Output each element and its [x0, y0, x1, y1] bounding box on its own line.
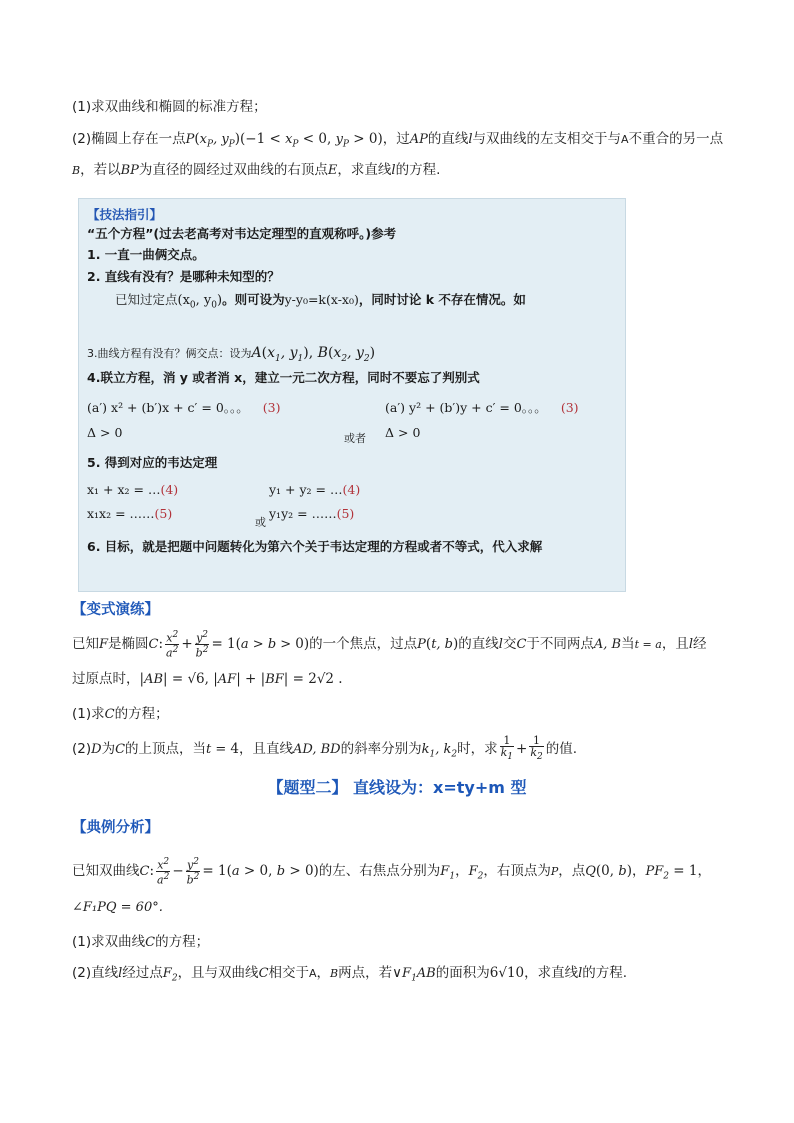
- example-line-1: 已知双曲线C: $\frac{x^2}{a^2}$ − $\frac{y^2}{b^2}$ = 1(a > 0, b > 0)的左、右焦点分别为$F_1$，$F_2$，右顶点为P，点Q(0, b)，$PF_2 = 1$，: [72, 857, 711, 887]
- question-2-line-1: (2)椭圆上存在一点$P(x_P$, $y_P)(-1 < x_P < 0$, $y_P > 0$)，过AP的直线l与双曲线的左支相交于与A不重合的另一点: [72, 131, 724, 150]
- practice-question-1: (1)求C的方程；: [72, 706, 169, 722]
- question-1: (1)求双曲线和椭圆的标准方程；: [72, 99, 267, 115]
- step-4: 4.联立方程，消 y 或者消 x，建立一元二次方程，同时不要忘了判别式: [87, 370, 480, 385]
- type-2-title: 【题型二】 直线设为：x=ty+m 型: [267, 778, 527, 797]
- step-3: 3.曲线方程有没有？俩交点：设为$A(x_1$, $y_1$), $B(x_2$, $y_2$): [87, 345, 376, 364]
- discriminant-x: Δ > 0: [87, 425, 123, 440]
- step-2: 2. 直线有没有？是哪种未知型的？: [87, 269, 280, 284]
- vieta-product-x: x₁x₂ = ……(5): [87, 506, 173, 521]
- step-6: 6. 目标，就是把题中问题转化为第六个关于韦达定理的方程或者不等式，代入求解: [87, 539, 543, 554]
- quadratic-x: (a′) x² + (b′)x + c′ = 0。。。 (3): [87, 400, 281, 415]
- practice-line-1: 已知F是椭圆C: $\frac{x^2}{a^2}$ + $\frac{y^2}{b^2}$ = 1(a > b > 0)的一个焦点，过点P(t, b)的直线l交C于不同两点A, B当t = a，且l经: [72, 630, 707, 660]
- quadratic-y: (a′) y² + (b′)y + c′ = 0。。。 (3): [385, 400, 579, 415]
- example-question-2: (2)直线l经过点$F_2$，且与双曲线C相交于A，B两点，若$\vee F_1AB$的面积为6√10，求直线l的方程.: [72, 965, 628, 984]
- practice-question-2: (2)D为C的上顶点，当t = 4，且直线AD, BD的斜率分别为$k_1$, $k_2$时，求 $\frac{1}{k_1}$ + $\frac{1}{k_2}$ 的值.: [72, 734, 578, 763]
- example-question-1: (1)求双曲线C的方程；: [72, 934, 210, 950]
- example-line-2: ∠F₁PQ = 60°.: [72, 900, 163, 915]
- practice-header: 【变式演练】: [72, 602, 159, 618]
- practice-line-2: 过原点时，|AB| = √6, |AF| + |BF| = 2√2 .: [72, 671, 343, 687]
- technique-guide-header: 【技法指引】: [87, 207, 163, 222]
- five-equations-intro: “五个方程”(过去老高考对韦达定理型的直观称呼。)参考: [87, 226, 397, 241]
- step-5: 5. 得到对应的韦达定理: [87, 455, 218, 470]
- or-label-1: 或者: [344, 432, 366, 445]
- question-2-line-2: B，若以BP为直径的圆经过双曲线的右顶点E，求直线l的方程.: [72, 162, 441, 178]
- step-2-detail: 已知过定点($x_0$, $y_0$)。则可设为y-y₀=k(x-x₀)，同时讨论 k 不存在情况。如: [115, 292, 526, 311]
- vieta-sum-x: x₁ + x₂ = …(4): [87, 482, 179, 497]
- step-1: 1. 一直一曲俩交点。: [87, 247, 205, 262]
- vieta-sum-y: y₁ + y₂ = …(4): [269, 482, 361, 497]
- vieta-product-y: y₁y₂ = ……(5): [269, 506, 355, 521]
- example-analysis-header: 【典例分析】: [72, 820, 159, 836]
- technique-guide-box: [78, 198, 626, 592]
- discriminant-y: Δ > 0: [385, 425, 421, 440]
- or-label-2: 或: [255, 516, 266, 529]
